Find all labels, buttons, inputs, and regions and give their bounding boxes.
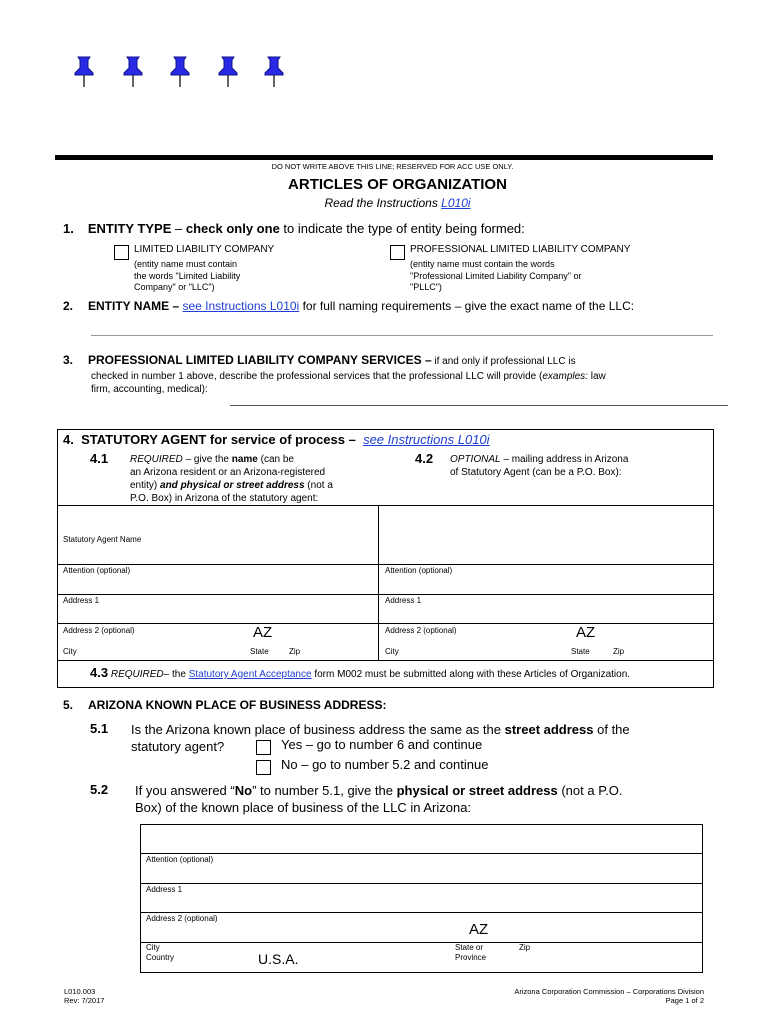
llc-note-line: (entity name must contain xyxy=(134,259,238,269)
footer-agency xyxy=(514,987,704,1005)
s41-text-part: entity) xyxy=(130,480,161,491)
mail-attention-label: Attention (optional) xyxy=(385,566,453,575)
s42-num: 4.2 xyxy=(415,451,434,466)
s52-num: 5.2 xyxy=(90,782,109,797)
biz-state-province-label xyxy=(455,943,486,963)
pllc-checkbox[interactable] xyxy=(390,245,405,260)
read-instructions xyxy=(0,196,770,210)
biz-addr1-label: Address 1 xyxy=(146,885,183,894)
biz-city-country-label xyxy=(146,943,174,963)
s42-text-part: – mailing address in Arizona xyxy=(500,454,629,465)
s3-desc-text: law xyxy=(587,371,606,382)
s52-text-part: (not a P.O. xyxy=(557,783,623,798)
grid-line xyxy=(57,623,713,624)
s43-required: REQUIRED xyxy=(110,669,164,680)
read-instructions-text: Read the Instructions xyxy=(324,196,442,210)
biz-state-label: State or xyxy=(455,943,484,952)
biz-country-label: Country xyxy=(146,953,175,962)
s41-num: 4.1 xyxy=(90,451,109,466)
s2-heading xyxy=(63,299,634,313)
s42-text xyxy=(450,453,628,479)
s52-bold: physical or street address xyxy=(396,783,558,798)
s43-text: – the xyxy=(163,669,189,680)
grid-line xyxy=(57,564,713,565)
s4-title: STATUTORY AGENT for service of process – xyxy=(81,432,356,447)
s2-rest: for full naming requirements – give the exact name of the LLC: xyxy=(299,299,635,313)
s3-examples: examples: xyxy=(542,371,588,382)
grid-line xyxy=(57,660,713,661)
s5-heading xyxy=(63,698,386,712)
s42-text-part: of Statutory Agent (can be a P.O. Box): xyxy=(450,467,622,478)
s42-optional: OPTIONAL xyxy=(450,454,501,465)
s43-line xyxy=(90,665,630,680)
s41-text xyxy=(130,453,333,505)
llc-note-line: the words "Limited Liability xyxy=(134,270,241,281)
instructions-link[interactable]: L010i xyxy=(441,196,471,210)
reserved-divider xyxy=(55,155,713,160)
agent-attention-label: Attention (optional) xyxy=(63,566,131,575)
s41-text-part: an Arizona resident or an Arizona-registered xyxy=(130,467,326,478)
s3-title: PROFESSIONAL LIMITED LIABILITY COMPANY SERVICES – xyxy=(88,353,432,367)
s1-dash: – xyxy=(171,221,186,236)
s51-text-part: of the xyxy=(593,722,630,737)
grid-line xyxy=(57,505,713,506)
s2-num: 2. xyxy=(63,299,74,313)
s1-num: 1. xyxy=(63,221,74,236)
grid-line xyxy=(140,912,702,913)
mail-state-label: State xyxy=(571,647,590,656)
s52-text-part: ” to number 5.1, give the xyxy=(252,783,397,798)
page-number: Page 1 of 2 xyxy=(665,996,704,1005)
s4-num: 4. xyxy=(63,432,74,447)
agent-addr1-label: Address 1 xyxy=(63,596,100,605)
s52-text xyxy=(135,782,623,816)
llc-label: LIMITED LIABILITY COMPANY xyxy=(134,244,275,255)
biz-state-value: AZ xyxy=(469,921,489,938)
s3-num: 3. xyxy=(63,353,74,367)
grid-line xyxy=(57,594,713,595)
llc-note xyxy=(134,259,240,294)
biz-city-label: City xyxy=(146,943,160,952)
services-field[interactable] xyxy=(230,405,728,406)
s2-instructions-link[interactable]: see Instructions L010i xyxy=(182,299,300,313)
pushpin-icon xyxy=(73,56,95,88)
mail-zip-label: Zip xyxy=(613,647,625,656)
llc-note-line: Company" or "LLC") xyxy=(134,282,215,292)
s3-desc-text: firm, accounting, medical): xyxy=(91,384,208,395)
no-label: No – go to number 5.2 and continue xyxy=(281,757,489,772)
mail-state-value: AZ xyxy=(576,624,596,641)
agency-name: Arizona Corporation Commission – Corporations Division xyxy=(514,987,704,996)
s51-bold: street address xyxy=(504,722,594,737)
yes-label: Yes – go to number 6 and continue xyxy=(281,737,483,752)
mail-addr1-label: Address 1 xyxy=(385,596,422,605)
agent-city-label: City xyxy=(63,647,77,656)
biz-zip-label: Zip xyxy=(519,943,531,952)
s51-text-part: statutory agent? xyxy=(131,739,225,754)
agent-zip-label: Zip xyxy=(289,647,301,656)
form-number xyxy=(64,987,104,1005)
s1-rest: to indicate the type of entity being formed: xyxy=(279,221,525,236)
agent-state-label: State xyxy=(250,647,269,656)
agent-name-label: Statutory Agent Name xyxy=(63,535,142,544)
pllc-note-line: "Professional Limited Liability Company" or xyxy=(410,270,582,281)
agent-acceptance-link[interactable]: Statutory Agent Acceptance xyxy=(188,669,312,680)
s5-num: 5. xyxy=(63,698,74,712)
biz-addr2-label: Address 2 (optional) xyxy=(146,914,218,923)
s52-text-part: If you answered “ xyxy=(135,783,235,798)
s3-desc-text: checked in number 1 above, describe the professional services that the professional LLC will provide ( xyxy=(91,371,543,382)
agent-state-value: AZ xyxy=(253,624,273,641)
pushpin-icon xyxy=(169,56,191,88)
s41-text-part: P.O. Box) in Arizona of the statutory agent: xyxy=(130,493,319,504)
s41-name-bold: name xyxy=(231,454,258,465)
agent-addr2-label: Address 2 (optional) xyxy=(63,626,135,635)
s41-text-part: (not a xyxy=(304,480,333,491)
form-id: L010.003 xyxy=(64,987,96,996)
s51-text-part: Is the Arizona known place of business address the same as the xyxy=(131,722,505,737)
s3-description xyxy=(91,370,606,396)
s52-no-bold: No xyxy=(234,783,253,798)
s1-heading xyxy=(63,221,525,236)
entity-name-field[interactable] xyxy=(91,335,713,336)
pushpin-icon xyxy=(263,56,285,88)
page-title: ARTICLES OF ORGANIZATION xyxy=(288,176,507,193)
s3-tail: if and only if professional LLC is xyxy=(431,356,576,367)
mail-city-label: City xyxy=(385,647,399,656)
s51-num: 5.1 xyxy=(90,721,109,736)
pushpin-icon xyxy=(122,56,144,88)
business-address-box xyxy=(140,824,703,973)
biz-province-label: Province xyxy=(455,953,487,962)
grid-line xyxy=(140,853,702,854)
grid-divider xyxy=(378,505,379,661)
s2-title: ENTITY NAME – xyxy=(88,299,180,313)
grid-line xyxy=(140,883,702,884)
biz-attention-label: Attention (optional) xyxy=(146,855,214,864)
yes-checkbox[interactable] xyxy=(256,740,271,755)
s43-text: form M002 must be submitted along with these Articles of Organization. xyxy=(311,669,631,680)
s4-heading xyxy=(63,432,490,447)
s41-required: REQUIRED xyxy=(130,454,183,465)
reserved-note: DO NOT WRITE ABOVE THIS LINE; RESERVED FOR ACC USE ONLY. xyxy=(271,162,514,171)
s1-title: ENTITY TYPE xyxy=(87,221,172,236)
s41-text-part: (can be xyxy=(257,454,294,465)
llc-checkbox[interactable] xyxy=(114,245,129,260)
biz-country-value: U.S.A. xyxy=(258,951,299,967)
pllc-note-line: (entity name must contain the words xyxy=(410,259,555,269)
pushpin-icon xyxy=(217,56,239,88)
mail-addr2-label: Address 2 (optional) xyxy=(385,626,457,635)
s3-heading xyxy=(63,353,576,367)
pllc-note xyxy=(410,259,581,294)
s41-text-part: – give the xyxy=(182,454,232,465)
no-checkbox[interactable] xyxy=(256,760,271,775)
s43-num: 4.3 xyxy=(90,665,109,680)
pllc-label: PROFESSIONAL LIMITED LIABILITY COMPANY xyxy=(410,244,631,255)
s41-bold-part: and physical or street address xyxy=(160,480,305,491)
s4-instructions-link[interactable]: see Instructions L010i xyxy=(363,432,490,447)
form-rev: Rev: 7/2017 xyxy=(64,996,105,1005)
s1-emphasis: check only one xyxy=(185,221,280,236)
pllc-note-line: "PLLC") xyxy=(410,282,442,292)
grid-line xyxy=(140,942,702,943)
s5-title: ARIZONA KNOWN PLACE OF BUSINESS ADDRESS: xyxy=(88,698,387,712)
s52-text-part: Box) of the known place of business of the LLC in Arizona: xyxy=(135,800,472,815)
